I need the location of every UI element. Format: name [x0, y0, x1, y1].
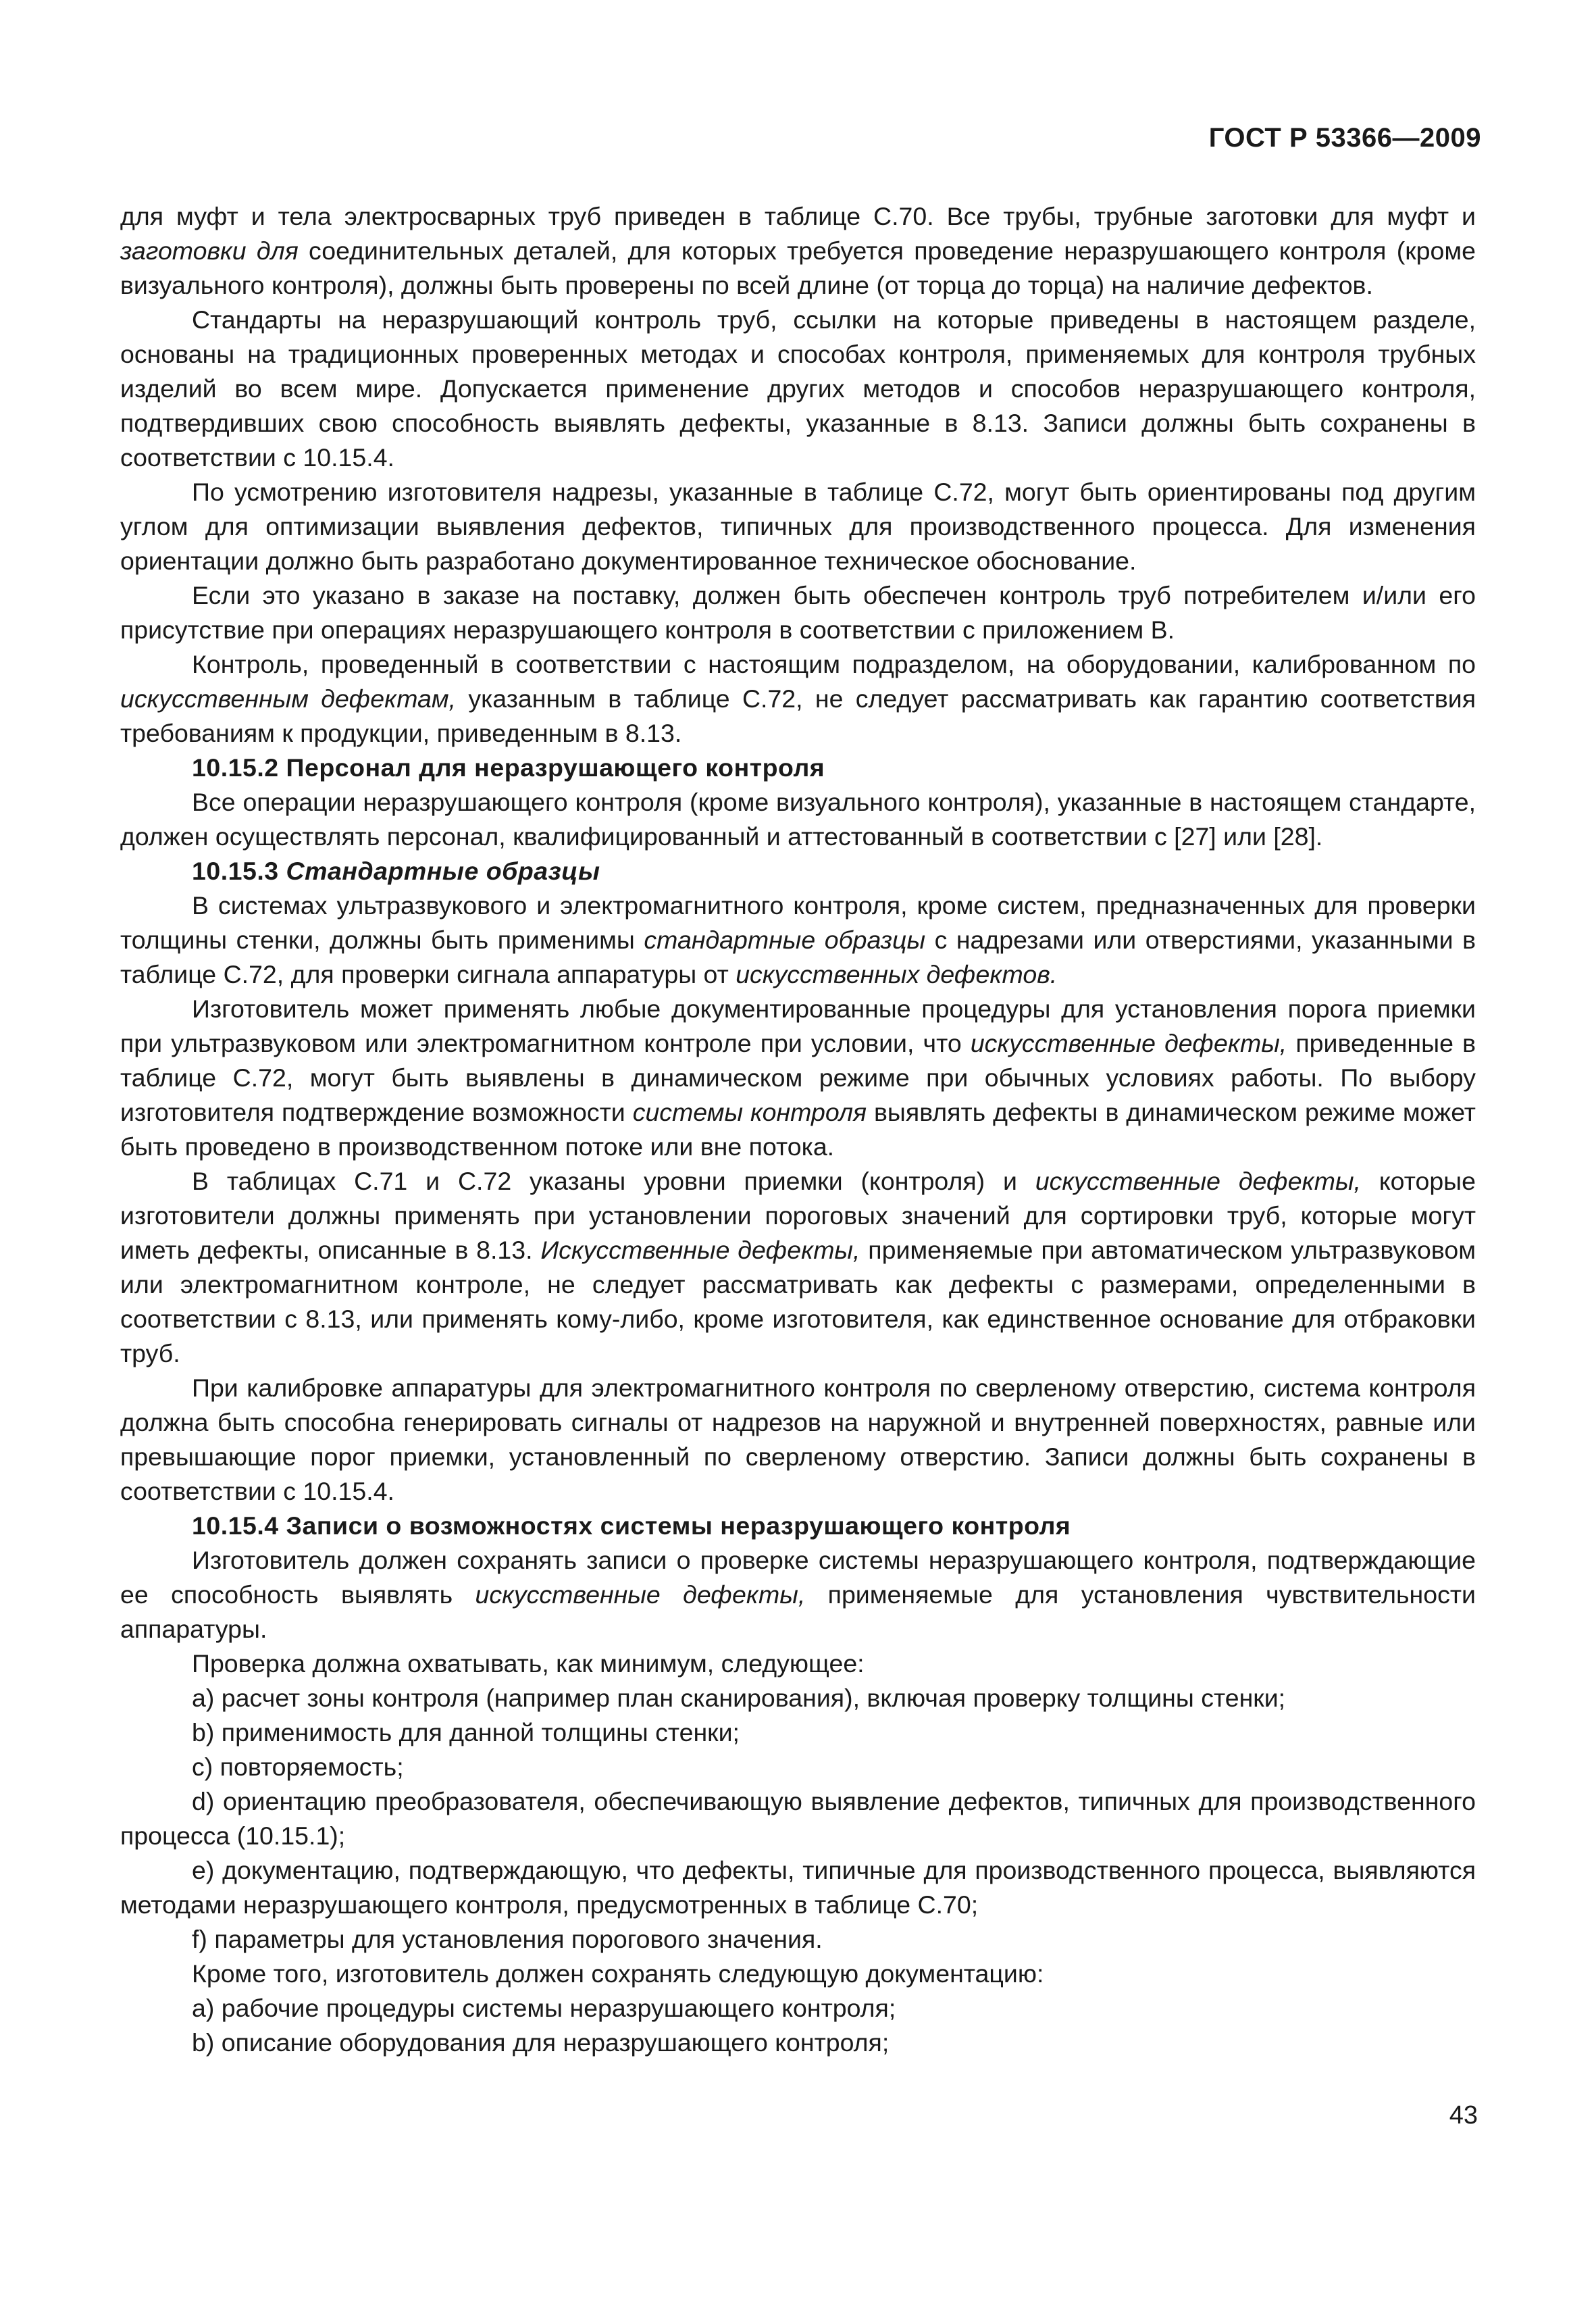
italic-term: стандартные образцы: [644, 926, 926, 954]
italic-term: искусственные дефекты,: [970, 1029, 1287, 1057]
paragraph: Стандарты на неразрушающий контроль труб, ссылки на которые приведены в настоящем разделе, основаны на традиционных проверенных методах и способах контроля, применяемых для контроля трубных изделий во всем мире. Допускается применение других методов и способов неразрушающего контроля, подтвердивших свою способность выявлять дефекты, указанные в 8.13. Записи должны быть сохранены в соответствии с 10.15.4.: [120, 305, 1476, 472]
text-run: указанным в таблице С.72, не следует рассматривать как гарантию соответствия требованиям к продукции, приведенным в 8.13.: [120, 684, 1476, 747]
section-heading-10-15-4: 10.15.4 Записи о возможностях системы неразрушающего контроля: [192, 1511, 1071, 1540]
italic-term: системы контроля: [632, 1098, 867, 1126]
list-item: c) повторяемость;: [192, 1753, 404, 1781]
paragraph: Кроме того, изготовитель должен сохранять следующую документацию:: [192, 1959, 1044, 1988]
text-run: Изготовитель должен сохранять записи о проверке системы неразрушающего контроля, подтверждающие ее способность выявлять: [120, 1546, 1476, 1609]
text-run: для муфт и тела электросварных труб приведен в таблице С.70. Все трубы, трубные заготовки для муфт и: [120, 202, 1476, 230]
section-number: 10.15.3: [192, 857, 279, 885]
paragraph: [120, 1164, 1476, 1371]
italic-term: искусственные дефекты,: [475, 1580, 806, 1609]
paragraph: При калибровке аппаратуры для электромагнитного контроля по сверленому отверстию, система контроля должна быть способна генерировать сигналы от надрезов на наружной и внутренней поверхностях, равные или превышающие порог приемки, установленный по сверленому отверстию. Записи должны быть сохранены в соответствии с 10.15.4.: [120, 1374, 1476, 1505]
section-heading-10-15-2: 10.15.2 Персонал для неразрушающего контроля: [192, 753, 825, 782]
section-title: Стандартные образцы: [286, 857, 600, 885]
text-run: которые изготовители должны применять при установлении пороговых значений для сортировки труб, которые могут иметь дефекты, описанные в 8.13.: [120, 1167, 1476, 1264]
list-item: d) ориентацию преобразователя, обеспечивающую выявление дефектов, типичных для производственного процесса (10.15.1);: [120, 1787, 1476, 1850]
italic-term: искусственным дефектам,: [120, 684, 456, 713]
paragraph-continuation: [120, 199, 1476, 303]
list-item: a) рабочие процедуры системы неразрушающего контроля;: [192, 1994, 896, 2022]
paragraph: По усмотрению изготовителя надрезы, указанные в таблице С.72, могут быть ориентированы под другим углом для оптимизации выявления дефектов, типичных для производственного процесса. Для изменения ориентации должно быть разработано документированное техническое обоснование.: [120, 478, 1476, 575]
text-run: В системах ультразвукового и электромагнитного контроля, кроме систем, предназначенных для проверки толщины стенки, должны быть применимы: [120, 891, 1476, 954]
paragraph: [120, 888, 1476, 992]
list-item: a) расчет зоны контроля (например план сканирования), включая проверку толщины стенки;: [192, 1684, 1286, 1712]
list-item: f) параметры для установления порогового значения.: [192, 1925, 823, 1953]
italic-term: Искусственные дефекты,: [540, 1236, 860, 1264]
list-item: b) применимость для данной толщины стенки;: [192, 1718, 740, 1746]
paragraph: Проверка должна охватывать, как минимум, следующее:: [192, 1649, 865, 1678]
text-run: В таблицах С.71 и С.72 указаны уровни приемки (контроля) и: [192, 1167, 1035, 1195]
paragraph: [120, 1543, 1476, 1646]
document-header: ГОСТ Р 53366—2009: [1208, 123, 1481, 153]
text-run: выявлять дефекты в динамическом режиме может быть проведено в производственном потоке или вне потока.: [120, 1098, 1476, 1161]
text-run: применяемые при автоматическом ультразвуковом или электромагнитном контроле, не следует рассматривать как дефекты с размерами, определенными в соответствии с 8.13, или применять кому-либо, кроме изготовителя, как единственное основание для отбраковки труб.: [120, 1236, 1476, 1367]
text-run: Контроль, проведенный в соответствии с настоящим подразделом, на оборудовании, калиброванном по: [192, 650, 1476, 678]
text-run: соединительных деталей, для которых требуется проведение неразрушающего контроля (кроме визуального контроля), должны быть проверены по всей длине (от торца до торца) на наличие дефектов.: [120, 236, 1476, 299]
italic-term: заготовки для: [120, 236, 299, 265]
paragraph: [120, 992, 1476, 1164]
italic-term: искусственные дефекты,: [1035, 1167, 1361, 1195]
page-number: 43: [1449, 2101, 1478, 2130]
text-run: применяемые для установления чувствительности аппаратуры.: [120, 1580, 1476, 1643]
document-body: [120, 199, 1476, 2060]
text-run: приведенные в таблице С.72, могут быть выявлены в динамическом режиме при обычных условиях работы. По выбору изготовителя подтверждение возможности: [120, 1029, 1476, 1126]
section-heading-10-15-3: [120, 854, 1476, 888]
list-item: b) описание оборудования для неразрушающего контроля;: [192, 2028, 890, 2057]
text-run: с надрезами или отверстиями, указанными в таблице С.72, для проверки сигнала аппаратуры от: [120, 926, 1476, 988]
paragraph: Если это указано в заказе на поставку, должен быть обеспечен контроль труб потребителем и/или его присутствие при операциях неразрушающего контроля в соответствии с приложением В.: [120, 581, 1476, 644]
paragraph: Все операции неразрушающего контроля (кроме визуального контроля), указанные в настоящем стандарте, должен осуществлять персонал, квалифицированный и аттестованный в соответствии с [27] или [28].: [120, 788, 1476, 851]
italic-term: искусственных дефектов.: [736, 960, 1058, 988]
list-item: e) документацию, подтверждающую, что дефекты, типичные для производственного процесса, выявляются методами неразрушающего контроля, предусмотренных в таблице С.70;: [120, 1856, 1476, 1919]
text-run: Изготовитель может применять любые документированные процедуры для установления порога приемки при ультразвуковом или электромагнитном контроле при условии, что: [120, 995, 1476, 1057]
paragraph: [120, 647, 1476, 751]
